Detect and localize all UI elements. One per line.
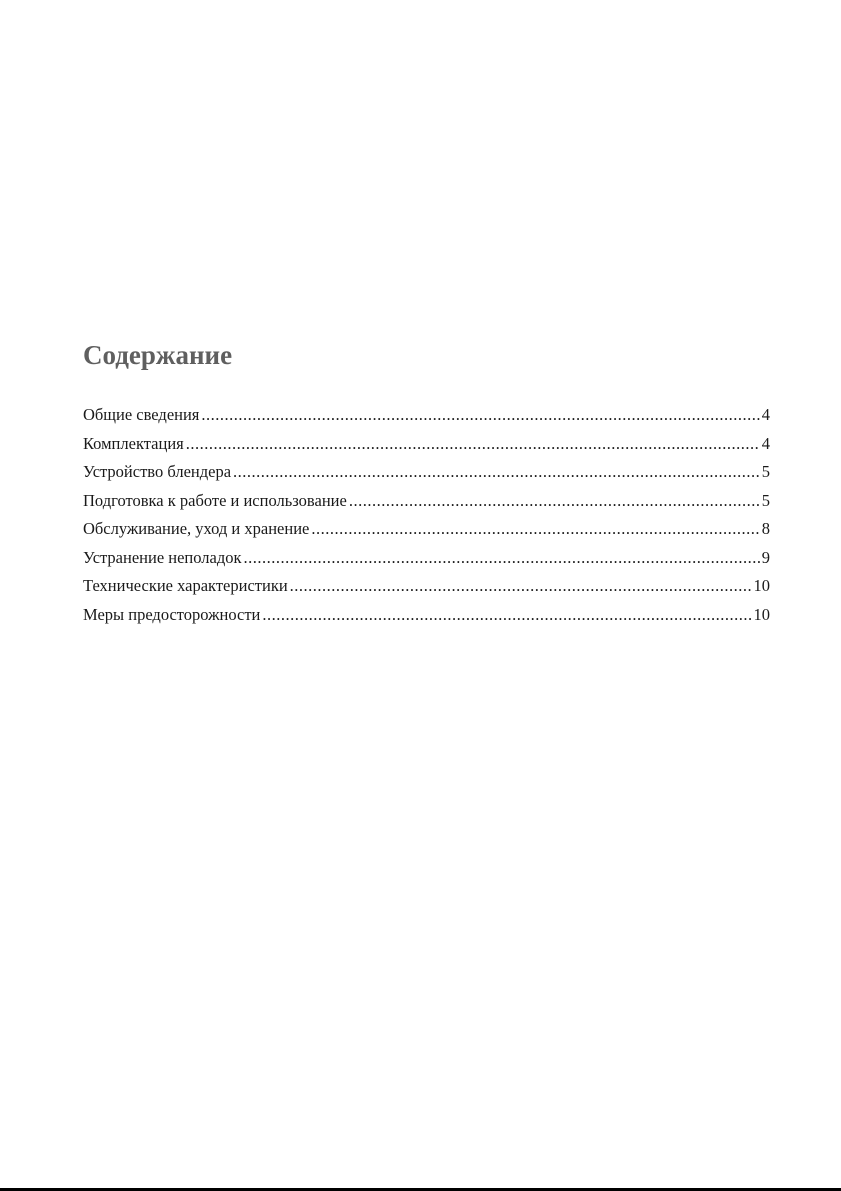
toc-entry-general-info[interactable]	[83, 401, 770, 430]
toc-entry-page: 8	[761, 519, 770, 538]
toc-entry-label: Подготовка к работе и использование	[83, 490, 347, 510]
toc-entry-label: Обслуживание, уход и хранение	[83, 519, 310, 538]
toc-entry-specifications[interactable]	[83, 572, 770, 601]
toc-entry-page: 9	[761, 547, 770, 567]
toc-entry-label: Общие сведения	[83, 405, 200, 424]
toc-dot-leader	[349, 487, 760, 516]
toc-dot-leader	[186, 430, 760, 459]
toc-entry-label: Технические характеристики	[83, 576, 288, 595]
toc-entry-contents[interactable]	[83, 430, 770, 459]
toc-entry-maintenance[interactable]	[83, 515, 770, 544]
toc-entry-page: 5	[761, 490, 770, 510]
toc-entry-label: Меры предосторожности	[83, 604, 261, 624]
toc-entry-troubleshooting[interactable]	[83, 544, 770, 573]
toc-entry-page: 5	[761, 462, 770, 481]
toc-dot-leader	[201, 401, 759, 430]
toc-dot-leader	[262, 601, 751, 630]
toc-list	[83, 401, 770, 629]
toc-entry-page: 10	[753, 576, 770, 595]
toc-entry-label: Устройство блендера	[83, 462, 232, 481]
toc-dot-leader	[290, 572, 752, 601]
toc-dot-leader	[233, 458, 760, 487]
toc-title: Содержание	[83, 340, 233, 370]
toc-entry-page: 10	[753, 604, 770, 624]
toc-entry-preparation[interactable]	[83, 487, 770, 516]
toc-entry-label: Комплектация	[83, 433, 184, 453]
toc-dot-leader	[244, 544, 760, 573]
toc-entry-page: 4	[761, 405, 770, 424]
toc-entry-label: Устранение неполадок	[83, 547, 242, 567]
toc-dot-leader	[311, 515, 759, 544]
toc-entry-device[interactable]	[83, 458, 770, 487]
toc-entry-safety[interactable]	[83, 601, 770, 630]
toc-entry-page: 4	[761, 433, 770, 453]
